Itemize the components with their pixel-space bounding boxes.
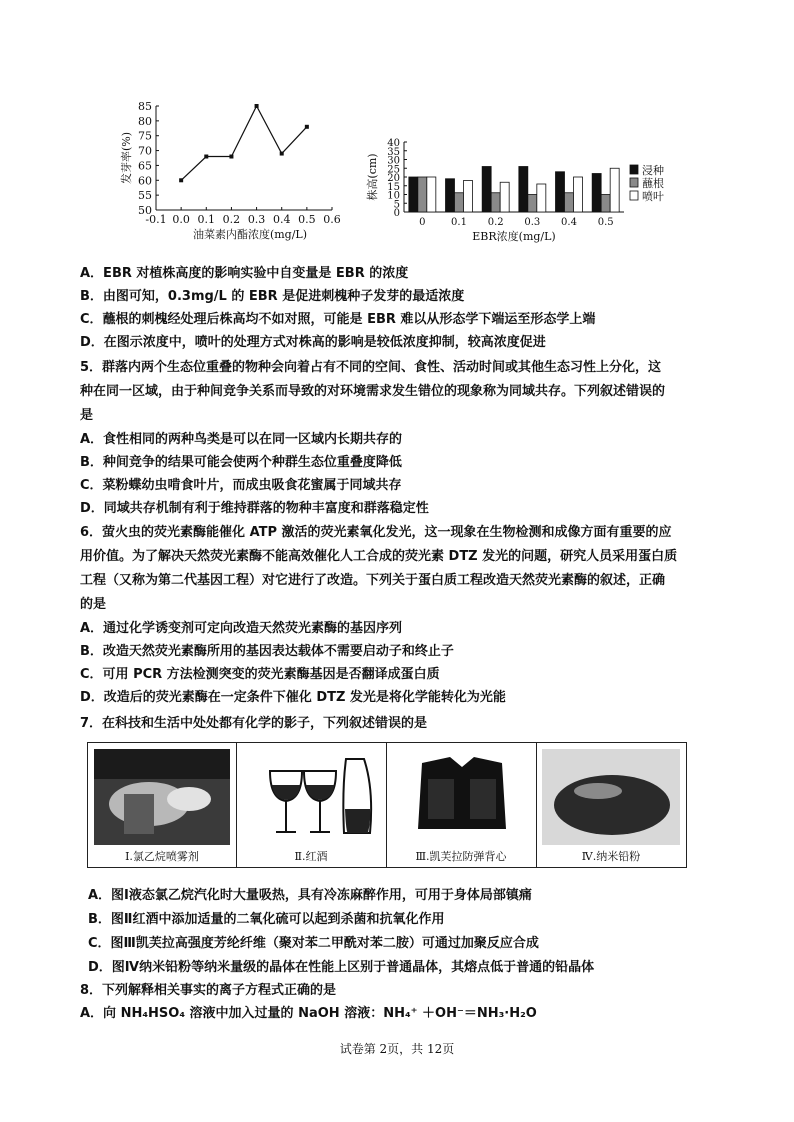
legend-label: 浸种 [642,164,664,177]
question-5-line2: 种在同一区域，由于种间竞争关系而导致的对环境需求发生错位的现象称为同域共存。下列叙述错误的 [80,384,666,399]
x-axis-label: EBR浓度(mg/L) [472,230,556,243]
x-tick-label: 0.2 [487,217,504,228]
y-tick-label: 25 [387,164,400,176]
legend-swatch [630,191,638,200]
y-tick-label: 75 [138,129,152,143]
x-tick-label: 0.0 [172,213,190,226]
figure-3-caption: Ⅲ.凯芙拉防弹背心 [415,850,507,863]
figure-4-caption: Ⅳ.纳米铅粉 [581,850,641,863]
x-tick-label: 0 [419,217,426,228]
y-tick-label: 65 [138,159,152,173]
data-point [204,155,208,159]
y-tick-label: 40 [387,138,400,149]
y-tick-label: 0 [393,208,400,219]
legend-swatch [630,165,638,174]
question-5-line1: 5．群落内两个生态位重叠的物种会向着占有不同的空间、食性、活动时间或其他生态习性上分化，这 [80,360,662,375]
series-line [181,106,307,180]
x-tick-label: 0.6 [323,213,341,226]
x-tick-label: 0.5 [298,213,316,226]
red-wine-image [242,749,380,845]
y-tick-label: 80 [138,114,152,128]
bar [455,193,464,212]
option-6c: C．可用 PCR 方法检测突变的荧光素酶基因是否翻译成蛋白质 [80,667,440,682]
bar [418,177,427,212]
y-tick-label: 55 [138,189,152,203]
page-footer: 试卷第 2页，共 12页 [339,1042,455,1056]
data-point [255,104,259,108]
legend-swatch [630,178,638,187]
bar [464,181,473,213]
x-tick-label: 0.1 [451,217,467,228]
option-7d: D．图Ⅳ纳米铅粉等纳米量级的晶体在性能上区别于普通晶体，其熔点低于普通的铅晶体 [88,960,595,975]
spray-image [94,749,230,845]
option-4a: A．EBR 对植株高度的影响实验中自变量是 EBR 的浓度 [80,266,409,281]
y-tick-label: 15 [387,181,400,193]
bar [537,184,546,212]
x-tick-label: 0.5 [597,217,614,228]
question-6-line1: 6．萤火虫的荧光素酶能催化 ATP 激活的荧光素氧化发光，这一现象在生物检测和成像方面有重要的应 [80,525,672,540]
x-tick-label: -0.1 [145,213,167,226]
option-7b: B．图Ⅱ红酒中添加适量的二氧化硫可以起到杀菌和抗氧化作用 [88,912,445,927]
y-axis-label: 株高(cm) [366,153,379,201]
y-tick-label: 85 [138,100,152,113]
x-tick-label: 0.2 [222,213,241,226]
option-7a: A．图Ⅰ液态氯乙烷汽化时大量吸热，具有冷冻麻醉作用，可用于身体局部镇痛 [88,888,532,903]
bar [500,182,509,212]
plant-height-bar-chart [362,134,672,248]
bar [601,195,610,213]
option-5c: C．菜粉蝶幼虫啃食叶片，而成虫吸食花蜜属于同域共存 [80,478,402,493]
y-tick-label: 10 [387,190,400,202]
figure-panel [87,742,687,868]
y-axis-label: 发芽率(%) [120,131,133,185]
data-point [305,125,309,129]
y-tick-label: 20 [387,173,400,184]
option-4b: B．由图可知，0.3mg/L 的 EBR 是促进刺槐种子发芽的最适浓度 [80,289,465,304]
figure-4 [536,743,686,867]
bar [519,167,528,213]
y-tick-label: 30 [387,155,400,167]
y-tick-label: 60 [138,174,152,188]
question-7: 7．在科技和生活中处处都有化学的影子，下列叙述错误的是 [80,716,428,731]
x-tick-label: 0.1 [197,213,216,226]
y-tick-label: 5 [393,199,400,211]
bar [528,195,537,213]
option-6a: A．通过化学诱变剂可定向改造天然荧光素酶的基因序列 [80,621,403,636]
x-axis-label: 油菜素内酯浓度(mg/L) [192,228,308,241]
question-6-line3: 工程（又称为第二代基因工程）对它进行了改造。下列关于蛋白质工程改造天然荧光素酶的叙述，正确 [80,573,666,588]
x-tick-label: 0.3 [524,217,541,228]
option-5d: D．同域共存机制有利于维持群落的物种丰富度和群落稳定性 [80,501,429,516]
germination-line-chart [110,98,350,248]
vest-image [392,749,530,845]
option-5a: A．食性相同的两种鸟类是可以在同一区域内长期共存的 [80,432,403,447]
data-point [280,152,284,156]
legend-label: 蘸根 [642,177,664,190]
legend-label: 喷叶 [642,190,664,203]
option-7c: C．图Ⅲ凯芙拉高强度芳纶纤维（聚对苯二甲酰对苯二胺）可通过加聚反应合成 [88,936,539,951]
figure-1 [88,743,237,867]
nano-lead-image [542,749,680,845]
y-tick-label: 35 [387,146,400,158]
option-4d: D．在图示浓度中，喷叶的处理方式对株高的影响是较低浓度抑制，较高浓度促进 [80,335,546,350]
x-tick-label: 0.4 [272,213,291,226]
bar [482,167,491,213]
figure-3 [386,743,537,867]
figure-2 [236,743,387,867]
x-tick-label: 0.3 [247,213,266,226]
question-6-line2: 用价值。为了解决天然荧光素酶不能高效催化人工合成的荧光素 DTZ 发光的问题，研究人员采用蛋白质 [80,549,678,564]
bar [565,193,574,212]
question-5-line3: 是 [80,408,94,423]
y-tick-label: 70 [138,144,152,158]
option-4c: C．蘸根的刺槐经处理后株高均不如对照，可能是 EBR 难以从形态学下端运至形态学上端 [80,312,596,327]
x-tick-label: 0.4 [561,217,577,228]
y-tick-label: 50 [138,204,152,217]
option-6d: D．改造后的荧光素酶在一定条件下催化 DTZ 发光是将化学能转化为光能 [80,690,506,705]
bar [409,177,418,212]
data-point [229,155,233,159]
data-point [179,178,183,182]
bar [446,179,455,212]
figure-2-caption: Ⅱ.红酒 [294,850,328,863]
option-8a: A．向 NH₄HSO₄ 溶液中加入过量的 NaOH 溶液：NH₄⁺ ＋OH⁻＝NH₃·H₂O [80,1006,537,1021]
question-6-line4: 的是 [80,597,107,612]
option-5b: B．种间竞争的结果可能会使两个种群生态位重叠度降低 [80,455,402,470]
bar [574,177,583,212]
bar [592,174,601,213]
bar [491,193,500,212]
figure-1-caption: Ⅰ.氯乙烷喷雾剂 [125,850,199,863]
question-8: 8．下列解释相关事实的离子方程式正确的是 [80,983,337,998]
bar [610,168,619,212]
bar [427,177,436,212]
bar [556,172,565,212]
option-6b: B．改造天然荧光素酶所用的基因表达载体不需要启动子和终止子 [80,644,454,659]
